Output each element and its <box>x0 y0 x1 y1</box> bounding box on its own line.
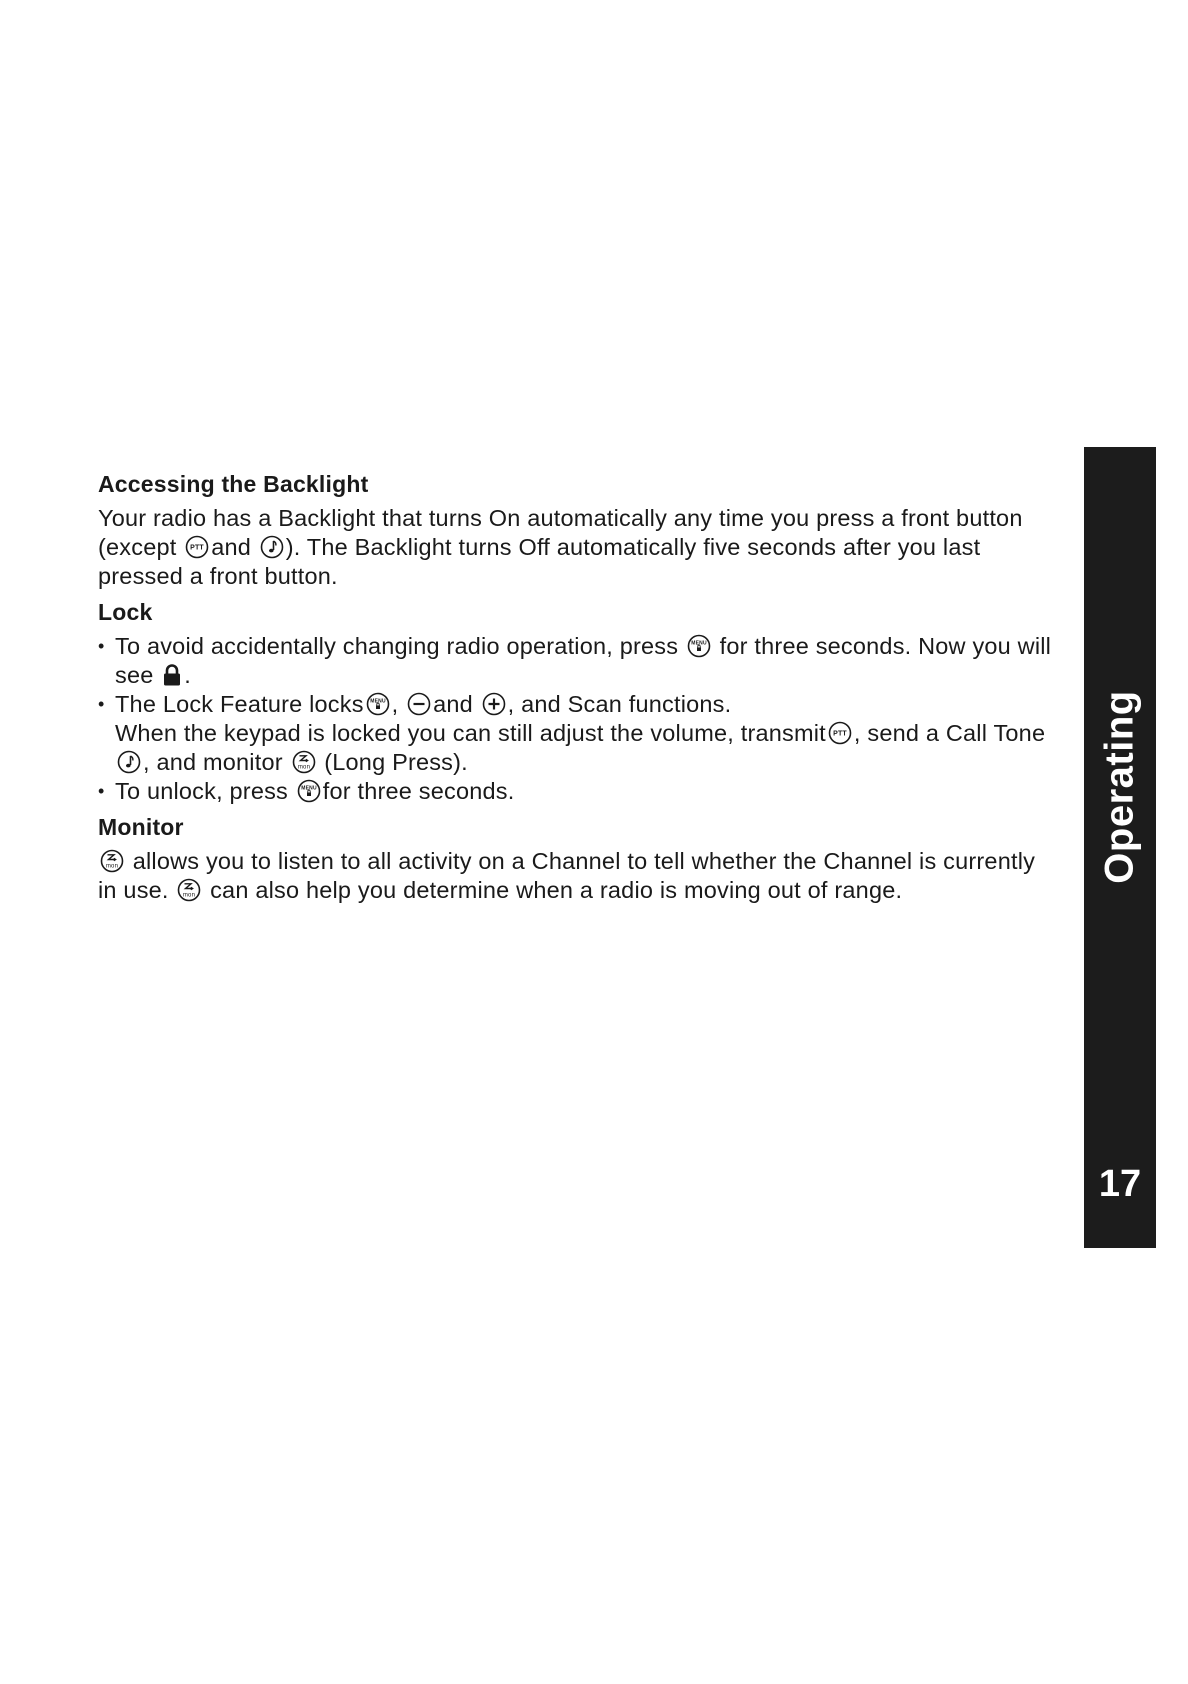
ptt-button-icon <box>185 535 209 559</box>
lock-text: , <box>391 691 399 717</box>
chapter-tab-label: Operating <box>1097 690 1142 884</box>
minus-button-icon <box>407 692 431 716</box>
backlight-text: ). The Backlight turns Off automatically five seconds after you last pressed a front button. <box>98 534 981 589</box>
backlight-text: and <box>211 534 252 560</box>
plus-button-icon <box>482 692 506 716</box>
section-backlight <box>98 470 1058 591</box>
section-lock <box>98 598 1058 806</box>
list-item <box>98 690 1058 777</box>
monitor-button-icon <box>100 849 124 873</box>
lock-text: . <box>184 662 191 688</box>
monitor-text: can also help you determine when a radio is moving out of range. <box>210 877 903 903</box>
lock-text: , and monitor <box>143 749 283 775</box>
list-item <box>98 632 1058 690</box>
monitor-button-icon <box>177 878 201 902</box>
section-heading-lock: Lock <box>98 599 153 625</box>
menu-button-icon <box>687 634 711 658</box>
monitor-button-icon <box>292 750 316 774</box>
page-number: 17 <box>1098 1163 1142 1205</box>
lock-text: for three seconds. <box>322 778 515 804</box>
lock-text: and <box>433 691 473 717</box>
lock-text: The Lock Feature locks <box>115 691 364 717</box>
lock-text: To unlock, press <box>115 778 289 804</box>
monitor-text: allows you to listen to all activity on a Channel to tell whether the Channel is currently in use. <box>98 848 1036 903</box>
chapter-tab <box>1084 447 1156 1248</box>
monitor-paragraph <box>98 847 1058 905</box>
lock-text: When the keypad is locked you can still adjust the volume, transmit <box>115 720 826 746</box>
lock-text: (Long Press). <box>324 749 468 775</box>
menu-button-icon <box>366 692 390 716</box>
backlight-paragraph <box>98 504 1058 591</box>
lock-text: To avoid accidentally changing radio operation, press <box>115 633 679 659</box>
lock-text: , and Scan functions. <box>507 691 732 717</box>
lock-text: for three seconds. Now you will see <box>115 633 1052 688</box>
backlight-text: Your radio has a Backlight that turns On automatically any time you press a front button (except <box>98 505 1023 560</box>
call-tone-button-icon <box>260 535 284 559</box>
list-item <box>98 777 1058 806</box>
lock-text: , send a Call Tone <box>853 720 1046 746</box>
call-tone-button-icon <box>117 750 141 774</box>
lock-icon <box>162 663 182 687</box>
section-monitor <box>98 813 1058 905</box>
ptt-button-icon <box>828 721 852 745</box>
manual-content <box>98 470 1058 912</box>
section-heading-backlight: Accessing the Backlight <box>98 471 369 497</box>
menu-button-icon <box>297 779 321 803</box>
section-heading-monitor: Monitor <box>98 814 184 840</box>
lock-bullet-list <box>98 632 1058 806</box>
